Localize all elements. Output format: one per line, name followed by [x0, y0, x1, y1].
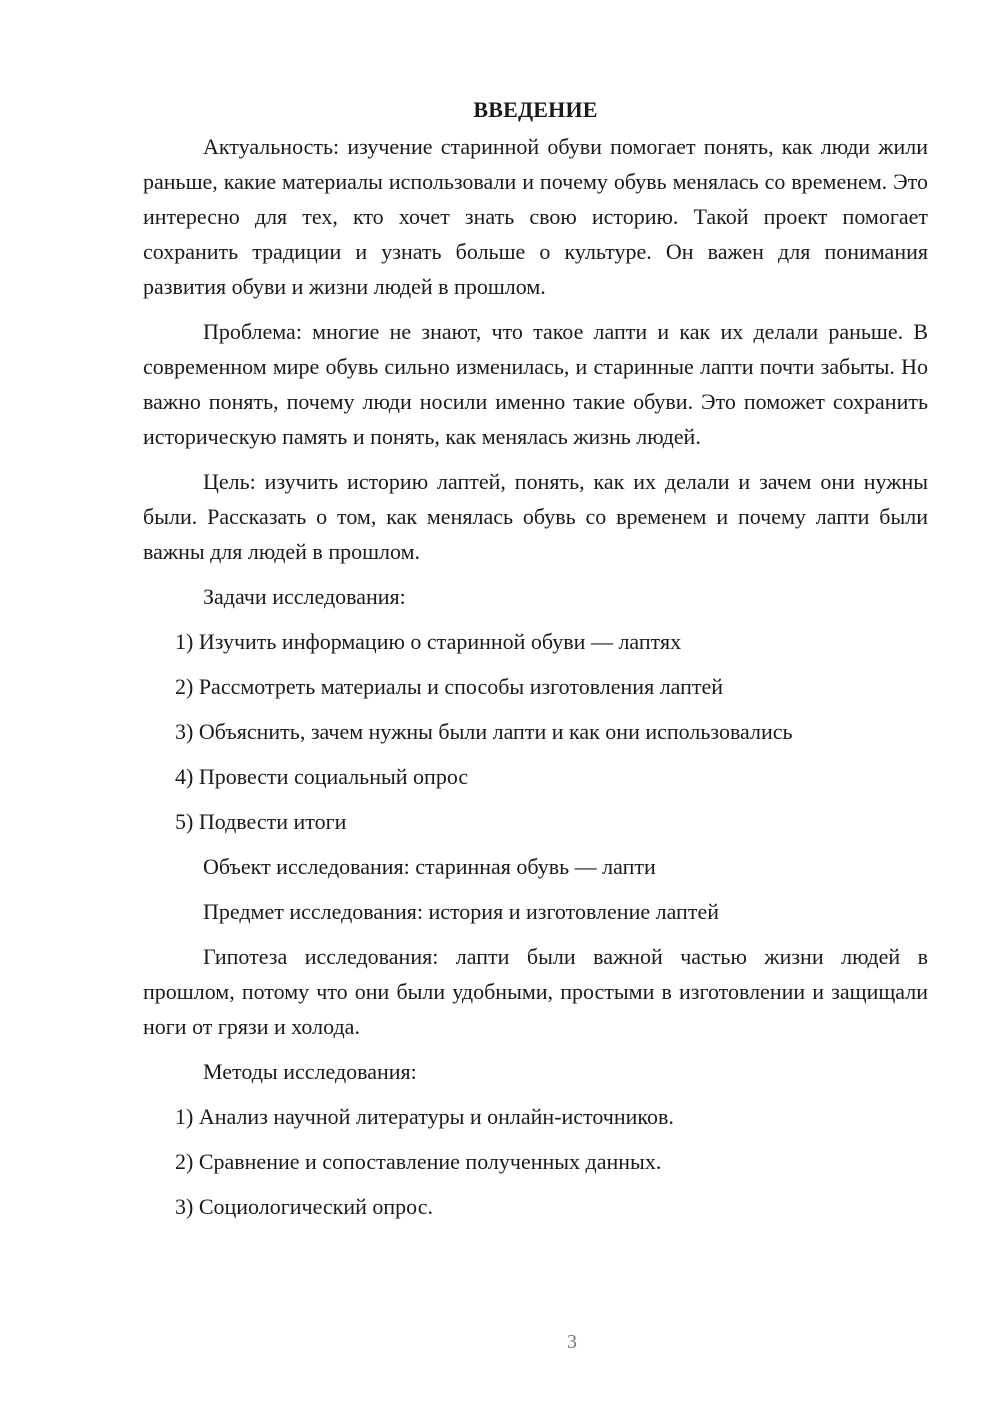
page-number: 3 — [567, 1331, 577, 1353]
task-item: 4) Провести социальный опрос — [175, 764, 469, 789]
page-title: ВВЕДЕНИЕ — [473, 97, 598, 122]
tasks-heading: Задачи исследования: — [203, 584, 406, 609]
research-object: Объект исследования: старинная обувь — лапти — [203, 854, 656, 879]
method-item: 3) Социологический опрос. — [175, 1194, 433, 1219]
problem-paragraph: Проблема: многие не знают, что такое лапти и как их делали раньше. В современном мире обувь сильно изменилась, и старинные лапти почти забыты. Но важно понять, почему люди носили именно такие обуви. Это поможет сохранить историческую память и понять, как менялась жизнь людей. — [143, 319, 928, 449]
methods-heading: Методы исследования: — [203, 1059, 417, 1084]
method-item: 2) Сравнение и сопоставление полученных данных. — [175, 1149, 662, 1174]
task-item: 5) Подвести итоги — [175, 809, 347, 834]
hypothesis-paragraph: Гипотеза исследования: лапти были важной частью жизни людей в прошлом, потому что они были удобными, простыми в изготовлении и защищали ноги от грязи и холода. — [143, 944, 928, 1039]
page-content — [143, 92, 928, 1234]
relevance-paragraph: Актуальность: изучение старинной обуви помогает понять, как люди жили раньше, какие материалы использовали и почему обувь менялась со временем. Это интересно для тех, кто хочет знать свою историю. Такой проект помогает сохранить традиции и узнать больше о культуре. Он важен для понимания развития обуви и жизни людей в прошлом. — [143, 134, 928, 299]
research-subject: Предмет исследования: история и изготовление лаптей — [203, 899, 719, 924]
task-item: 1) Изучить информацию о старинной обуви — лаптях — [175, 629, 682, 654]
task-item: 3) Объяснить, зачем нужны были лапти и как они использовались — [175, 719, 793, 744]
task-item: 2) Рассмотреть материалы и способы изготовления лаптей — [175, 674, 724, 699]
method-item: 1) Анализ научной литературы и онлайн-источников. — [175, 1104, 674, 1129]
goal-paragraph: Цель: изучить историю лаптей, понять, как их делали и зачем они нужны были. Рассказать о том, как менялась обувь со временем и почему лапти были важны для людей в прошлом. — [143, 469, 928, 564]
